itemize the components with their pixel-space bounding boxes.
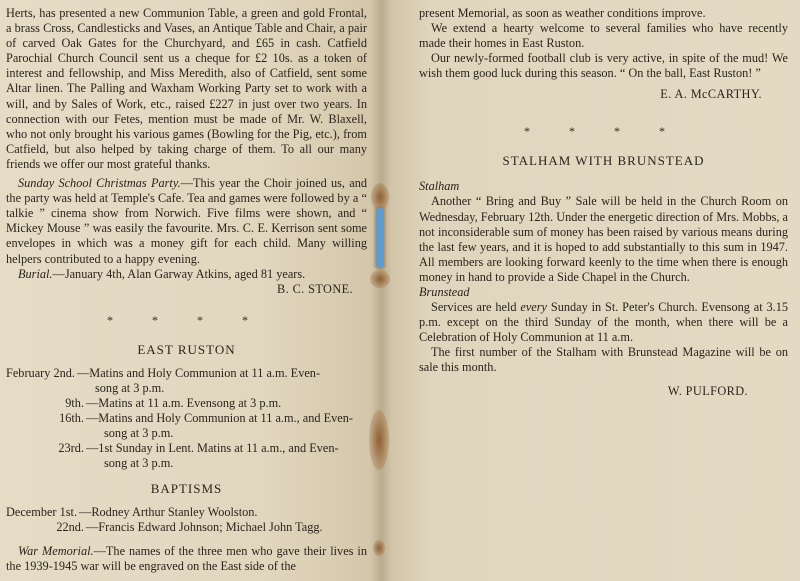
service-text: —Matins and Holy Communion at 11 a.m. Even- song at 3 p.m. [76,365,321,395]
welcome-paragraph: We extend a hearty welcome to several families who have recently made their homes in East Ruston. [419,21,788,51]
brunstead-subheading: Brunstead [419,285,470,300]
services-list [6,366,367,472]
section-divider-stars: * * * * [107,312,266,327]
service-date: 16th. [59,410,84,425]
brunstead-services-paragraph: Services are held every Sunday in St. Peter's Church. Evensong at 3.15 p.m. except on the third Sunday of the month, when there will be a Celebration of Holy Communion at 11 a.m. [419,300,788,345]
memorial-continuation: present Memorial, as soon as weather conditions improve. [419,6,706,20]
stalham-subheading: Stalham [419,179,460,194]
binding-gutter [370,0,392,581]
service-date: 23rd. [58,441,84,456]
war-memorial-paragraph [6,544,367,574]
east-ruston-heading: EAST RUSTON [137,341,236,357]
section-divider-stars: * * * * [524,124,683,139]
burial-text: —January 4th, Alan Garway Atkins, aged 81 years. [52,266,306,281]
rust-stain [373,540,385,556]
christmas-party-title: Sunday School Christmas Party. [18,176,181,191]
service-entry [6,396,367,411]
service-text: —Matins and Holy Communion at 11 a.m., and Even- song at 3 p.m. [86,410,353,441]
binding-thread [376,208,384,268]
service-entry [6,366,367,396]
burial-title: Burial. [18,266,53,281]
opening-paragraph: Herts, has presented a new Communion Table, a green and gold Frontal, a brass Cross, Candlesticks and Vases, an Antique Table and Chair, a pair of carved Oak Gates for the Churchyard, and £65 in cash. Catfield Parochial Church Council sent us a cheque for £2 10s. as a token of interest and fellowship, and Miss Meredith, also of Catfield, sent some Altar linen. The Palling and Waxham Working Party set to work with a will, and by Sales of Work, etc., raised £227 in just over two years. In connection with our Fetes, mention must be made of Mr. W. Blaxell, who not only brought his various games (Bowling for the Pig, etc.), from Catfield, but also helped by taking charge of them. To all our many friends we offer our most grateful thanks. [6,6,367,171]
baptism-date: 22nd. [56,520,84,535]
burial-paragraph [6,267,367,282]
christmas-party-text: —This year the Choir joined us, and the party was held at Temple's Cafe. Tea and games were followed by a “ talkie ” cinema show from Norwich. Five films were shown, and “ Mickey Mouse ” was easily the favourite. Mrs. C. E. Kerrison sent some envelopes in which was a money gift for each child. Many willing helpers contributed to a happy evening. [6,176,367,266]
baptism-entry [6,520,367,535]
war-memorial-title: War Memorial. [18,543,94,558]
baptism-entry [6,505,367,520]
baptism-names: —Rodney Arthur Stanley Woolston. [79,505,258,520]
baptisms-heading: BAPTISMS [150,481,223,497]
stalham-heading: STALHAM WITH BRUNSTEAD [502,153,705,169]
baptism-names: —Francis Edward Johnson; Michael John Tagg. [86,520,323,535]
left-page [0,0,381,581]
emphasis-every: every [520,300,548,315]
football-paragraph: Our newly-formed football club is very active, in spite of the mud! We wish them good luck during this season. “ On the ball, East Ruston! ” [419,51,788,81]
service-text: —Matins at 11 a.m. Evensong at 3 p.m. [86,395,282,410]
stalham-paragraph: Another “ Bring and Buy ” Sale will be held in the Church Room on Wednesday, February 12th. Under the energetic direction of Mrs. Mobbs, a not inconsiderable sum of money has been raised by various means during the last few years, and it is hoped to add substantially to this sum in 1947. All members are looking forward keenly to the time when there is enough money in hand to provide a Side Chapel in the Church. [419,194,788,284]
magazine-paragraph: The first number of the Stalham with Brunstead Magazine will be on sale this month. [419,345,788,375]
signature-stone: B. C. STONE. [277,281,353,296]
rust-stain [369,410,389,470]
service-entry [6,441,367,471]
service-date: February 2nd. [6,365,75,380]
rust-stain [370,270,390,288]
right-page [381,0,800,581]
signature-mccarthy: E. A. McCARTHY. [660,87,762,102]
christmas-party-paragraph [6,176,367,267]
service-date: 9th. [65,395,84,410]
war-memorial-text: —The names of the three men who gave their lives in the 1939-1945 war will be engraved on the East side of the [6,543,367,573]
signature-pulford: W. PULFORD. [667,383,748,398]
rust-stain [371,183,389,211]
baptism-date: December 1st. [6,505,78,520]
service-entry [6,411,367,441]
service-text: —1st Sunday in Lent. Matins at 11 a.m., and Even- song at 3 p.m. [86,441,339,471]
